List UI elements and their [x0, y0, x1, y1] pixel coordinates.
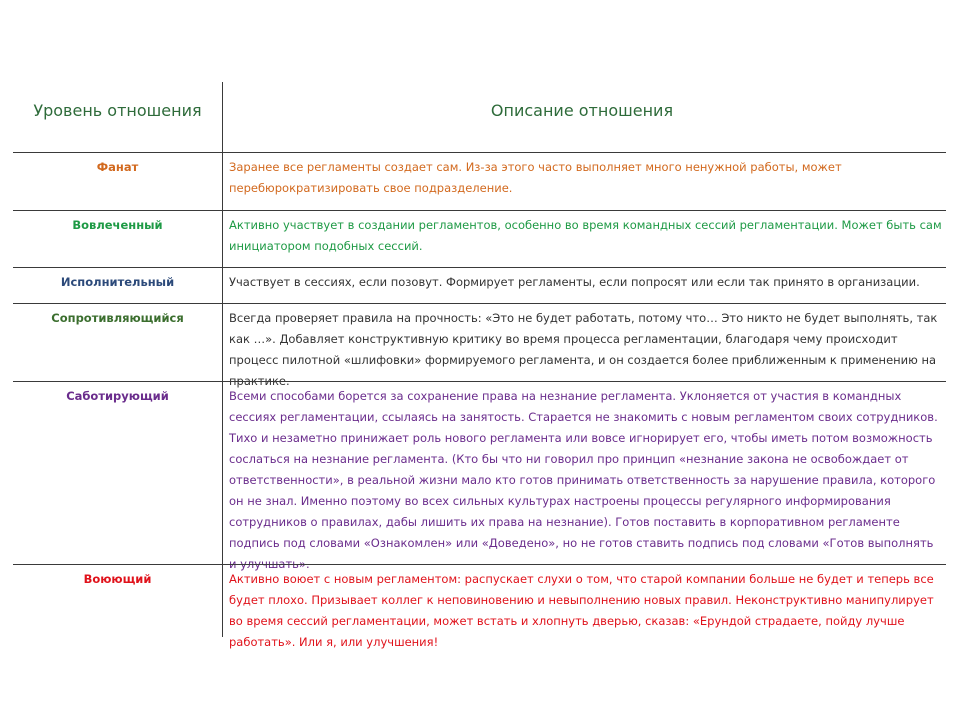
table-row: [13, 381, 946, 571]
table-row: [13, 152, 946, 210]
table-header-row: [13, 82, 946, 152]
description-involved: Активно участвует в создании регламентов, особенно во время командных сессий регламентации. Может быть сам инициатором подобных сессий.: [229, 218, 942, 253]
header-description: Описание отношения: [490, 101, 674, 120]
table-row: [13, 210, 946, 267]
description-fan: Заранее все регламенты создает сам. Из-за этого часто выполняет много ненужной работы, может перебюрократизировать свое подразделение.: [229, 160, 842, 195]
level-executor: Исполнительный: [60, 275, 175, 289]
level-fan: Фанат: [96, 160, 139, 174]
description-warring: Активно воюет с новым регламентом: распускает слухи о том, что старой компании больше не будет и теперь все будет плохо. Призывает коллег к неповиновению и невыполнению новых правил. Неконструктивно манипулирует во время сессий регламентации, может встать и хлопнуть дверью, сказав: «Ерундой страдаете, пойду лучше работать». Или я, или улучшения!: [229, 572, 934, 649]
level-warring: Воюющий: [83, 572, 152, 586]
description-executor: Участвует в сессиях, если позовут. Формирует регламенты, если попросят или если так принято в организации.: [229, 275, 920, 289]
description-resisting: Всегда проверяет правила на прочность: «Это не будет работать, потому что… Это никто не будет выполнять, так как …». Добавляет конструктивную критику во время процесса регламентации, благодаря чему происходит процесс пилотной «шлифовки» формируемого регламента, и он создается более приближенным к применению на практике.: [229, 311, 938, 388]
level-sabotaging: Саботирующий: [66, 389, 169, 403]
level-resisting: Сопротивляющийся: [51, 311, 184, 325]
table-row: [13, 564, 946, 649]
table-row: [13, 267, 946, 303]
header-level: Уровень отношения: [33, 101, 202, 120]
table-row: [13, 303, 946, 388]
level-involved: Вовлеченный: [72, 218, 163, 232]
description-sabotaging: Всеми способами борется за сохранение права на незнание регламента. Уклоняется от участия в командных сессиях регламентации, ссылаясь на занятость. Старается не знакомить с новым регламентом своих сотрудников. Тихо и незаметно принижает роль нового регламента или вовсе игнорирует его, чтобы иметь потом возможность сослаться на незнание регламента. (Кто бы что ни говорил про принцип «незнание закона не освобождает от ответственности», в реальной жизни мало кто готов принимать ответственность за нарушение правила, которого он не знал. Именно поэтому во всех сильных культурах настроены процессы регулярного информирования сотрудников о правилах, дабы лишить их права на незнание). Готов поставить в корпоративном регламенте подпись под словами «Ознакомлен» или «Доведено», но не готов ставить подпись под словами «Готов выполнять и улучшать».: [229, 389, 938, 571]
attitude-table: [13, 82, 946, 649]
